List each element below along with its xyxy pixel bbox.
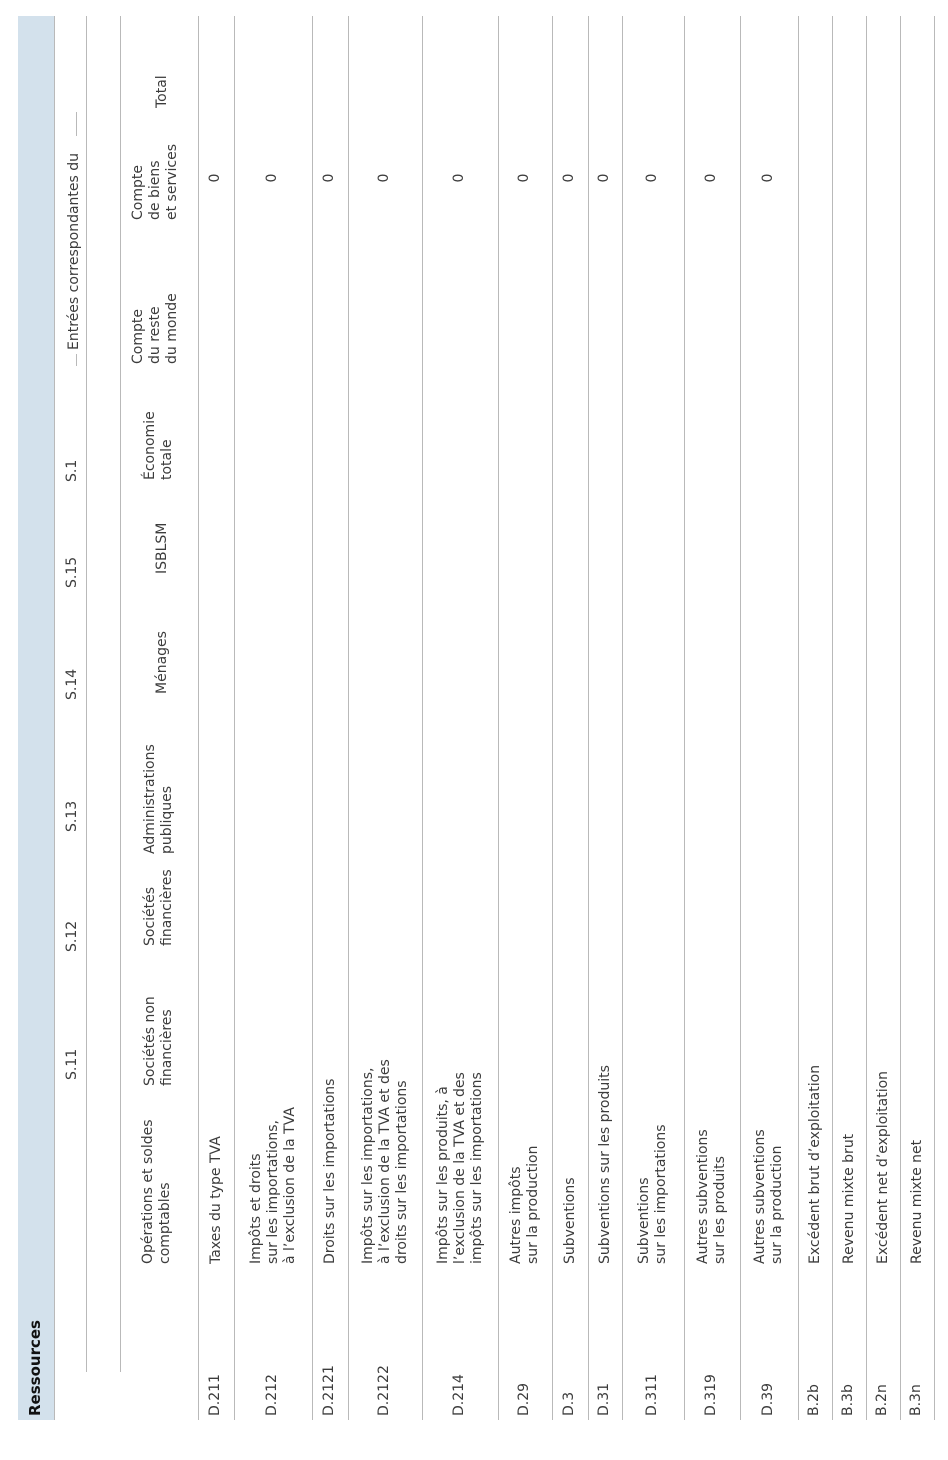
- cell-biens-services: 0: [321, 173, 337, 183]
- row-label: Autres impôts sur la production: [508, 1145, 541, 1264]
- group-rule-left: [76, 354, 77, 366]
- sector-code: S.12: [64, 920, 80, 952]
- row-separator: [198, 16, 199, 1420]
- row-label: Revenu mixte brut: [840, 1133, 857, 1264]
- row-separator: [866, 16, 867, 1420]
- row-separator: [312, 16, 313, 1420]
- row-label: Taxes du type TVA: [207, 1136, 224, 1264]
- column-header-s1: Économie totale: [142, 411, 175, 480]
- sector-code: S.15: [64, 556, 80, 588]
- row-code: D.2122: [376, 1365, 392, 1416]
- column-header-total: Total: [154, 75, 170, 108]
- column-header-s15: ISBLSM: [154, 522, 170, 574]
- header-rule: [120, 16, 121, 1372]
- row-label: Droits sur les importations: [321, 1078, 338, 1264]
- row-separator: [900, 16, 901, 1420]
- row-separator: [684, 16, 685, 1420]
- row-label: Excédent brut d’exploitation: [806, 1064, 823, 1264]
- row-code: D.2121: [321, 1365, 337, 1416]
- column-header-s12: Sociétés financières: [142, 869, 175, 946]
- sector-code: S.14: [64, 668, 80, 700]
- row-separator: [798, 16, 799, 1420]
- cell-biens-services: 0: [264, 173, 280, 183]
- table-bottom-rule: [934, 16, 935, 1420]
- row-separator: [588, 16, 589, 1420]
- row-separator: [498, 16, 499, 1420]
- row-label: Impôts sur les importations, à l’exclusion de la TVA et des droits sur les importations: [359, 1059, 410, 1264]
- sector-code: S.13: [64, 800, 80, 832]
- ops-column-header: Opérations et soldes comptables: [140, 1119, 173, 1264]
- row-label: Impôts sur les produits, à l’exclusion de la TVA et des impôts sur les importations: [434, 1072, 485, 1264]
- cell-biens-services: 0: [561, 173, 577, 183]
- row-separator: [740, 16, 741, 1420]
- row-code: D.311: [644, 1374, 660, 1416]
- row-code: B.2b: [806, 1384, 822, 1416]
- row-code: D.3: [561, 1391, 577, 1416]
- row-label: Autres subventions sur la production: [752, 1129, 785, 1264]
- row-code: B.3n: [908, 1384, 924, 1416]
- sector-code: S.1: [64, 459, 80, 482]
- row-label: Autres subventions sur les produits: [695, 1129, 728, 1264]
- row-label: Subventions sur les importations: [636, 1124, 669, 1264]
- row-label: Subventions: [561, 1177, 578, 1264]
- cell-biens-services: 0: [596, 173, 612, 183]
- row-separator: [622, 16, 623, 1420]
- title-band: [18, 16, 54, 1420]
- row-code: D.319: [703, 1374, 719, 1416]
- group-rule-right: [76, 112, 77, 136]
- row-label: Subventions sur les produits: [596, 1065, 613, 1264]
- row-separator: [832, 16, 833, 1420]
- column-header-s14: Ménages: [154, 631, 170, 694]
- table-title: Ressources: [26, 1320, 44, 1416]
- cell-biens-services: 0: [376, 173, 392, 183]
- sector-code: S.11: [64, 1048, 80, 1080]
- cell-biens-services: 0: [760, 173, 776, 183]
- row-label: Excédent net d’exploitation: [874, 1070, 891, 1264]
- row-code: D.29: [516, 1382, 532, 1416]
- group-label: Entrées correspondantes du: [66, 152, 82, 350]
- row-code: B.2n: [874, 1384, 890, 1416]
- cell-biens-services: 0: [451, 173, 467, 183]
- column-header-s13: Administrations publiques: [142, 744, 175, 854]
- title-rule: [54, 16, 55, 1420]
- column-header-s11: Sociétés non financières: [142, 996, 175, 1086]
- row-code: D.212: [264, 1374, 280, 1416]
- cell-biens-services: 0: [516, 173, 532, 183]
- row-separator: [234, 16, 235, 1420]
- row-code: D.214: [451, 1374, 467, 1416]
- cell-biens-services: 0: [703, 173, 719, 183]
- row-separator: [422, 16, 423, 1420]
- row-separator: [552, 16, 553, 1420]
- column-header-reste-du-monde: Compte du reste du monde: [130, 293, 180, 364]
- cell-biens-services: 0: [207, 173, 223, 183]
- code-row-rule: [86, 16, 87, 1372]
- cell-biens-services: 0: [644, 173, 660, 183]
- row-code: D.211: [207, 1374, 223, 1416]
- row-code: B.3b: [840, 1384, 856, 1416]
- row-label: Revenu mixte net: [908, 1139, 925, 1264]
- row-separator: [348, 16, 349, 1420]
- row-code: D.31: [596, 1382, 612, 1416]
- column-header-biens-services: Compte de biens et services: [130, 144, 180, 220]
- row-code: D.39: [760, 1382, 776, 1416]
- row-label: Impôts et droits sur les importations, à l’exclusion de la TVA: [247, 1107, 298, 1264]
